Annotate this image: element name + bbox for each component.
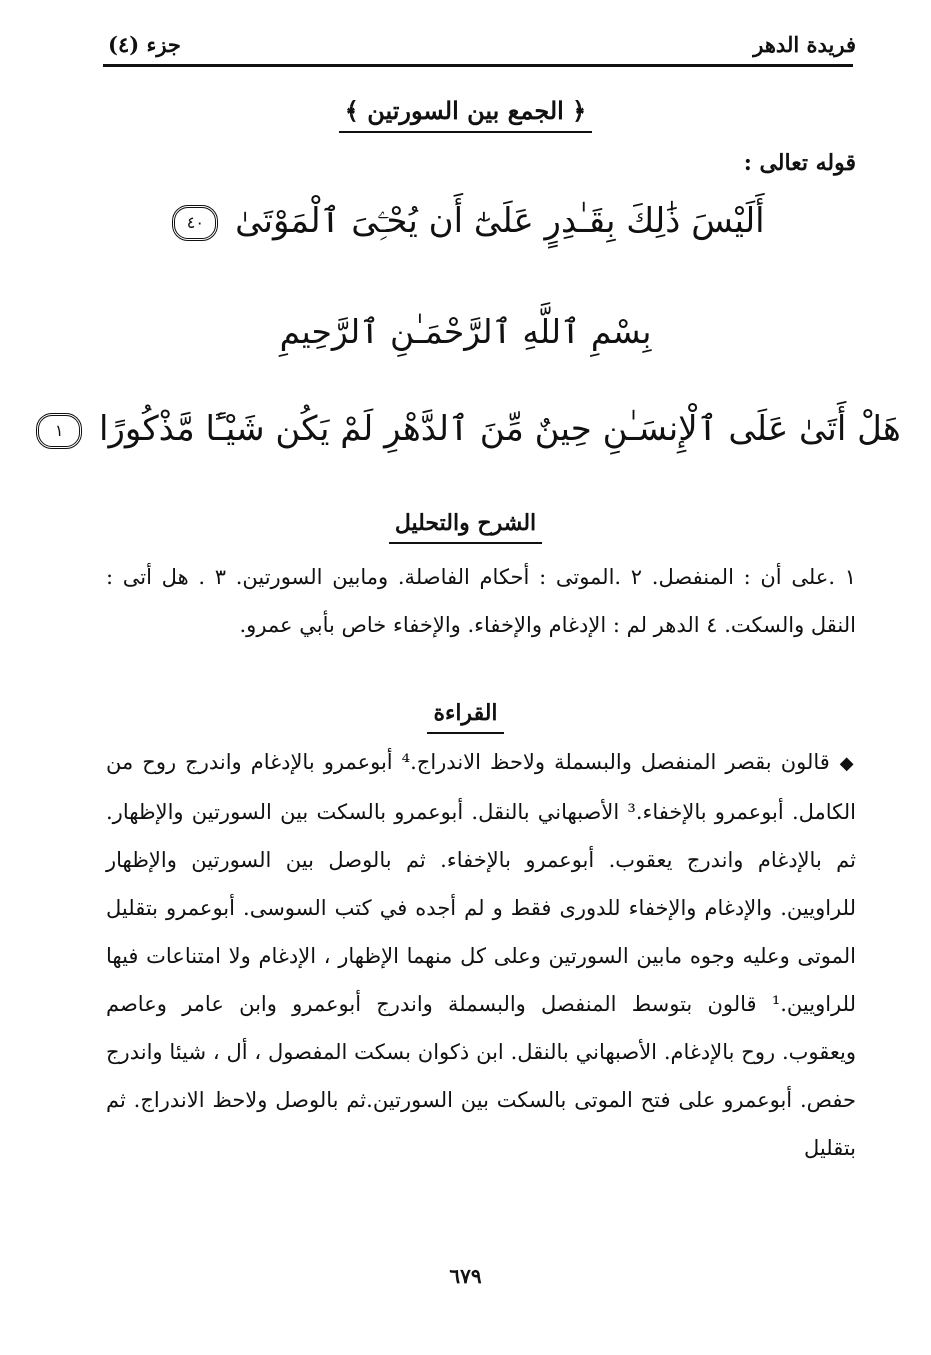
intro-text: قوله تعالى : [743,150,856,176]
ayah-number-marker: ٤٠ [172,205,218,241]
verse-1-text: أَلَيْسَ ذَٰلِكَ بِقَـٰدِرٍ عَلَىٰٓ أَن يُحْـِۧىَ ٱلْمَوْتَىٰ [235,201,765,241]
ayah-number-marker: ١ [36,413,82,449]
part-label: جزء (٤) [108,32,181,57]
section-title [0,96,931,125]
diamond-bullet-icon: ◆ [839,753,856,774]
verse-2 [0,408,931,449]
reading-heading-text: القراءة [427,700,503,734]
basmala: بِسْمِ ٱللَّهِ ٱلرَّحْمَـٰنِ ٱلرَّحِيمِ [279,312,652,351]
analysis-heading [0,510,931,536]
verse-2-text: هَلْ أَتَىٰ عَلَى ٱلْإِنسَـٰنِ حِينٌ مِّنَ ٱلدَّهْرِ لَمْ يَكُن شَيْـًٔا مَّذْكُورًا [99,409,901,449]
reading-heading [0,700,931,726]
analysis-paragraph: ١ .على أن : المنفصل. ٢ .الموتى : أحكام الفاصلة. ومابين السورتين. ٣ . هل أتى : النقل والسكت. ٤ الدهر لم : الإدغام والإخفاء. والإخفاء خاص بأبي عمرو. [106,565,856,637]
verse-1 [0,200,931,241]
book-title: فريدة الدهر [753,32,856,57]
reading-paragraph [106,738,856,1172]
analysis-heading-text: الشرح والتحليل [389,510,542,544]
header-rule [103,64,853,67]
section-title-text: ﴿ الجمع بين السورتين ﴾ [339,96,592,133]
page-number: ٦٧٩ [449,1264,482,1288]
reading-text: قالون بقصر المنفصل والبسملة ولاحظ الاندراج.⁴ أبوعمرو بالإدغام واندرج روح من الكامل. أبوعمرو بالإخفاء.³ الأصبهاني بالنقل. أبوعمرو بالسكت بين السورتين والإظهار. ثم بالإدغام واندرج يعقوب. أبوعمرو بالإخفاء. ثم بالوصل بين السورتين والإظهار للراويين. والإدغام والإخفاء للدورى فقط و لم أجده في كتب السوسى. أبوعمرو بتقليل الموتى وعليه وجوه مابين السورتين وعلى كل منهما الإظهار ، الإدغام ولا امتناعات فيها للراويين.¹ قالون بتوسط المنفصل والبسملة واندرج أبوعمرو وابن عامر وعاصم ويعقوب. روح بالإدغام. الأصبهاني بالنقل. ابن ذكوان بسكت المفصول ، أل ، شيئا واندرج حفص. أبوعمرو على فتح الموتى بالسكت بين السورتين.ثم بالوصل ولاحظ الاندراج. ثم بتقليل [106,750,856,1160]
